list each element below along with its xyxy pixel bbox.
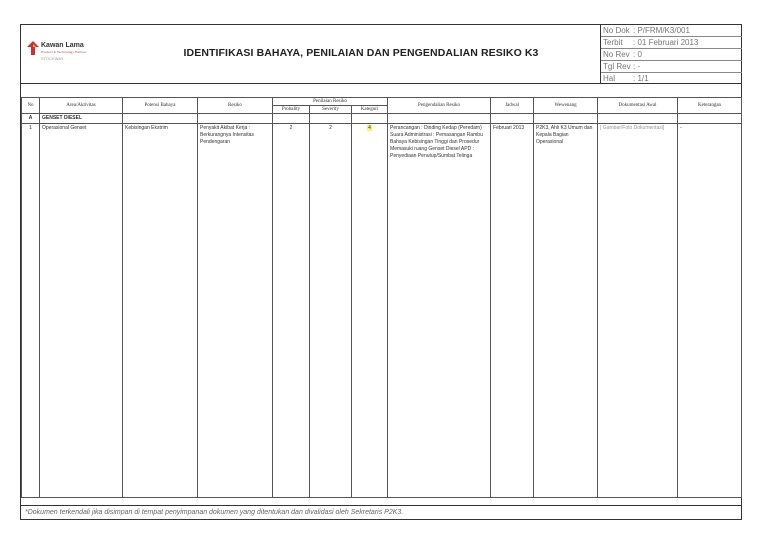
cell-jadwal: Februari 2013 bbox=[491, 124, 534, 498]
header-severity: Severity bbox=[310, 106, 352, 114]
section-code: A bbox=[22, 114, 40, 124]
cell-severity: 2 bbox=[310, 124, 352, 498]
section-row bbox=[22, 114, 742, 124]
cell-resiko: Penyakit Akibat Kerja : Berkurangnya Intensitas Pendengaran bbox=[198, 124, 273, 498]
cell-area: Operasional Genset bbox=[40, 124, 123, 498]
header-pengendalian: Pengendalian Resiko bbox=[388, 98, 491, 114]
doc-info-terbit: Terbit : 01 Februari 2013 bbox=[601, 37, 742, 49]
cell-keterangan: - bbox=[678, 124, 742, 498]
logo-sub-text: STOCKWAY bbox=[41, 56, 64, 61]
company-logo bbox=[27, 39, 97, 69]
doc-info-no-dok: No Dok : P/FRM/K3/001 bbox=[601, 25, 742, 37]
header-no: No bbox=[22, 98, 40, 114]
cell-pengendalian: Perancangan : Dinding Kedap (Peredam) Suara Administrasi : Pemasangan Rambu Bahaya Kebisingan Tinggi dan Prosedur Memasuki ruang Genset Diesel APD : Penyediaan Penutup/Sumbat Telinga bbox=[388, 124, 491, 498]
doc-info-no-rev: No Rev : 0 bbox=[601, 49, 742, 61]
cell-dokumentasi: [ Gambar/Foto Dokumentasi] bbox=[598, 124, 678, 498]
cell-probality: 2 bbox=[273, 124, 310, 498]
header-penilaian: Penilaian Resiko bbox=[273, 98, 388, 106]
logo-tagline-text: Product & Technology Partner bbox=[41, 50, 87, 54]
cell-no: 1 bbox=[22, 124, 40, 498]
cell-wewenang: P2K3, Ahli K3 Umum dan Kepala Bagian Operasional bbox=[534, 124, 598, 498]
kategori-highlight: 4 bbox=[368, 125, 371, 131]
section-title: GENSET DIESEL bbox=[40, 114, 123, 124]
risk-assessment-table bbox=[21, 97, 742, 498]
header-area: Area/Aktivitas bbox=[40, 98, 123, 114]
header-probality: Probality bbox=[273, 106, 310, 114]
kawan-lama-logo-icon bbox=[27, 41, 39, 55]
document-header bbox=[21, 25, 741, 84]
logo-brand-text: Kawan Lama bbox=[41, 42, 84, 49]
header-dokumentasi: Dokumentasi Awal bbox=[598, 98, 678, 114]
document-frame bbox=[20, 24, 742, 520]
header-jadwal: Jadwal bbox=[491, 98, 534, 114]
header-potensi: Potensi Bahaya bbox=[123, 98, 198, 114]
cell-potensi: Kebisingan Ekstrim bbox=[123, 124, 198, 498]
header-resiko: Resiko bbox=[198, 98, 273, 114]
footer-note: *Dokumen terkendali jika disimpan di tempat penyimpanan dokumen yang ditentukan dan divalidasi oleh Sekretaris P2K3. bbox=[25, 509, 404, 516]
header-wewenang: Wewenang bbox=[534, 98, 598, 114]
header-keterangan: Keterangan bbox=[678, 98, 742, 114]
document-title: IDENTIFIKASI BAHAYA, PENILAIAN DAN PENGENDALIAN RESIKO K3 bbox=[183, 47, 539, 59]
footer-divider bbox=[21, 505, 741, 506]
cell-kategori bbox=[352, 124, 388, 498]
document-info-box bbox=[600, 25, 742, 83]
doc-info-hal: Hal : 1/1 bbox=[603, 74, 649, 83]
header-kategori: Kategori bbox=[352, 106, 388, 114]
doc-info-tgl-rev: Tgl Rev : - bbox=[601, 61, 742, 73]
table-row bbox=[22, 124, 742, 498]
